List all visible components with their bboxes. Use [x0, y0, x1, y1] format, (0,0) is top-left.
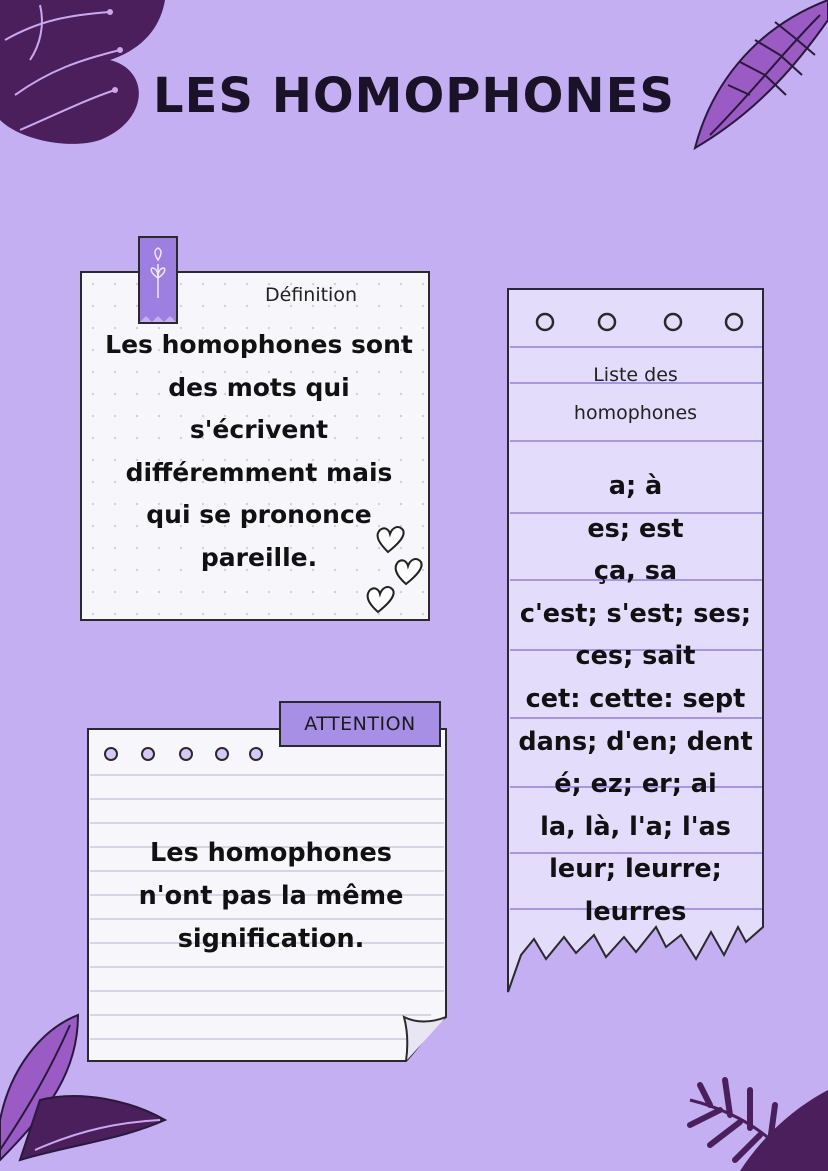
flower-icon [140, 238, 176, 322]
definition-line: Les homophones sont [105, 330, 413, 359]
attention-text [86, 832, 456, 961]
definition-line: s'écrivent [189, 415, 329, 444]
list-item: leur; leurre; [549, 854, 722, 885]
list-heading-line: Liste des [593, 364, 678, 386]
definition-line: qui se prononce [146, 500, 372, 529]
hearts-icon [358, 522, 428, 617]
list-item: c'est; s'est; ses; [519, 598, 752, 629]
definition-tab [138, 236, 178, 324]
definition-heading: Définition [265, 284, 358, 306]
homophone-list [506, 465, 765, 934]
list-item: cet: cette: sept [525, 683, 746, 714]
definition-line: des mots qui [168, 372, 350, 402]
list-item: la, là, l'a; l'as [540, 811, 731, 842]
definition-line: pareille. [200, 542, 318, 572]
list-heading-line: homophones [573, 402, 698, 424]
definition-line: différemment mais [125, 457, 393, 487]
list-item: a; à [608, 471, 663, 501]
list-item: ça, sa [593, 556, 678, 587]
list-item: dans; d'en; dent [518, 726, 753, 757]
attention-line: signification. [177, 924, 365, 954]
attention-line: n'ont pas la même [138, 881, 404, 911]
list-item: leurres [584, 896, 687, 927]
attention-tab: ATTENTION [279, 701, 441, 747]
list-item: ces; sait [575, 641, 696, 672]
list-item: es; est [587, 513, 684, 544]
page-title: LES HOMOPHONES [153, 68, 675, 124]
attention-line: Les homophones [150, 838, 392, 868]
leaf-decoration-bottom-right [680, 1050, 828, 1171]
list-heading [506, 356, 765, 432]
list-item: é; ez; er; ai [554, 769, 717, 800]
